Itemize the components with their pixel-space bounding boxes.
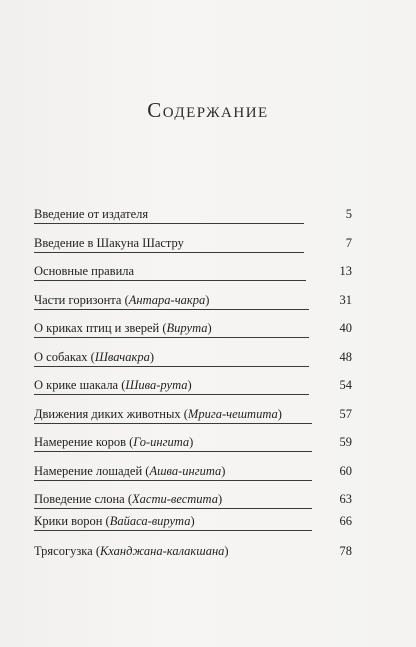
toc-entry-text: Основные правила [34, 264, 135, 278]
toc-entry-title [34, 434, 193, 450]
toc-entry-text: О собаках ( [34, 350, 95, 364]
toc-entry-sanskrit: Антара-чакра [128, 293, 206, 307]
toc-entry-sanskrit: Мрига-чештита [187, 407, 278, 421]
entry-underline [34, 530, 312, 531]
toc-entry [34, 233, 352, 255]
toc-page-number: 59 [339, 435, 352, 449]
entry-underline [34, 252, 304, 253]
toc-page-number: 54 [339, 378, 352, 392]
toc-entry [34, 489, 352, 511]
toc-entry [34, 204, 352, 226]
toc-entry-sanskrit: Кханджана-калакшана [100, 544, 225, 558]
toc-entry-text: Намерение лошадей ( [34, 464, 150, 478]
entry-underline [34, 337, 309, 338]
toc-entry-text: Движения диких животных ( [34, 407, 188, 421]
toc-page-number: 57 [339, 407, 352, 421]
toc-entry-text: Введение в Шакуна Шастру [34, 236, 184, 250]
toc-entry-suffix: ) [187, 378, 192, 392]
toc-page-number: 63 [339, 492, 352, 506]
toc-entry [34, 511, 352, 533]
toc-entry-suffix: ) [207, 321, 212, 335]
toc-entry-text: Намерение коров ( [34, 435, 134, 449]
toc-entry [34, 347, 352, 369]
toc-entry-suffix: ) [217, 492, 223, 506]
toc-entry-title [34, 543, 229, 559]
toc-page-number: 7 [345, 236, 352, 250]
toc-page-number: 78 [339, 544, 352, 558]
toc-entry-sanskrit: Вайаса-вирута [109, 514, 191, 528]
toc-entry [34, 318, 352, 340]
toc-entry-sanskrit: Швачакра [94, 350, 150, 364]
toc-entry-title [34, 349, 154, 365]
toc-entry-suffix: ) [221, 464, 226, 478]
toc-entry-sanskrit: Хасти-вестита [132, 492, 218, 506]
toc-entry-text: Поведение слона ( [34, 492, 133, 506]
toc-entry-sanskrit: Шива-рута [125, 378, 188, 392]
toc-entry-title [34, 235, 184, 251]
toc-page-number: 5 [345, 207, 352, 221]
toc-entry-sanskrit: Вирута [166, 321, 208, 335]
toc-entry-sanskrit: Ашва-ингита [149, 464, 222, 478]
entry-underline [34, 309, 309, 310]
toc-page-number: 48 [339, 350, 352, 364]
toc-page-number: 31 [339, 293, 352, 307]
toc-entry-title [34, 513, 195, 529]
entry-underline [34, 508, 312, 509]
toc-entry [34, 261, 352, 283]
page-title: Содержание [147, 98, 269, 122]
toc-entry [34, 461, 352, 483]
entry-underline [34, 451, 312, 452]
toc-page-number: 40 [339, 321, 352, 335]
toc-entry-sanskrit: Го-ингита [133, 435, 190, 449]
toc-entry-text: О криках птиц и зверей ( [34, 321, 167, 335]
toc-entry-suffix: ) [190, 514, 195, 528]
toc-entry-title [34, 491, 222, 507]
toc-entry [34, 375, 352, 397]
toc-entry-text: Части горизонта ( [34, 293, 129, 307]
toc-entry-title [34, 377, 192, 393]
toc-entry-title [34, 263, 134, 279]
entry-underline [34, 423, 312, 424]
toc-page-number: 13 [339, 264, 352, 278]
toc-entry-title [34, 206, 148, 222]
toc-entry-suffix: ) [277, 407, 282, 421]
toc-entry [34, 404, 352, 426]
toc-entry [34, 541, 352, 563]
toc-entry [34, 290, 352, 312]
toc-entry-suffix: ) [189, 435, 194, 449]
entry-underline [34, 480, 312, 481]
toc-entry-title [34, 320, 212, 336]
entry-underline [34, 223, 304, 224]
toc-entry-suffix: ) [149, 350, 155, 364]
toc-entry-suffix: ) [205, 293, 210, 307]
toc-entry [34, 432, 352, 454]
toc-entry-title [34, 406, 282, 422]
toc-page-number: 60 [339, 464, 352, 478]
toc-entry-text: О крике шакала ( [34, 378, 126, 392]
toc-page-number: 66 [339, 514, 352, 528]
entry-underline [34, 394, 309, 395]
toc-entry-text: Трясогузка ( [34, 544, 100, 558]
toc-entry-title [34, 463, 225, 479]
toc-entry-text: Введение от издателя [34, 207, 149, 221]
toc-entry-title [34, 292, 209, 308]
entry-underline [34, 366, 309, 367]
toc-entry-text: Крики ворон ( [34, 514, 110, 528]
entry-underline [34, 280, 306, 281]
toc-entry-suffix: ) [224, 544, 229, 558]
